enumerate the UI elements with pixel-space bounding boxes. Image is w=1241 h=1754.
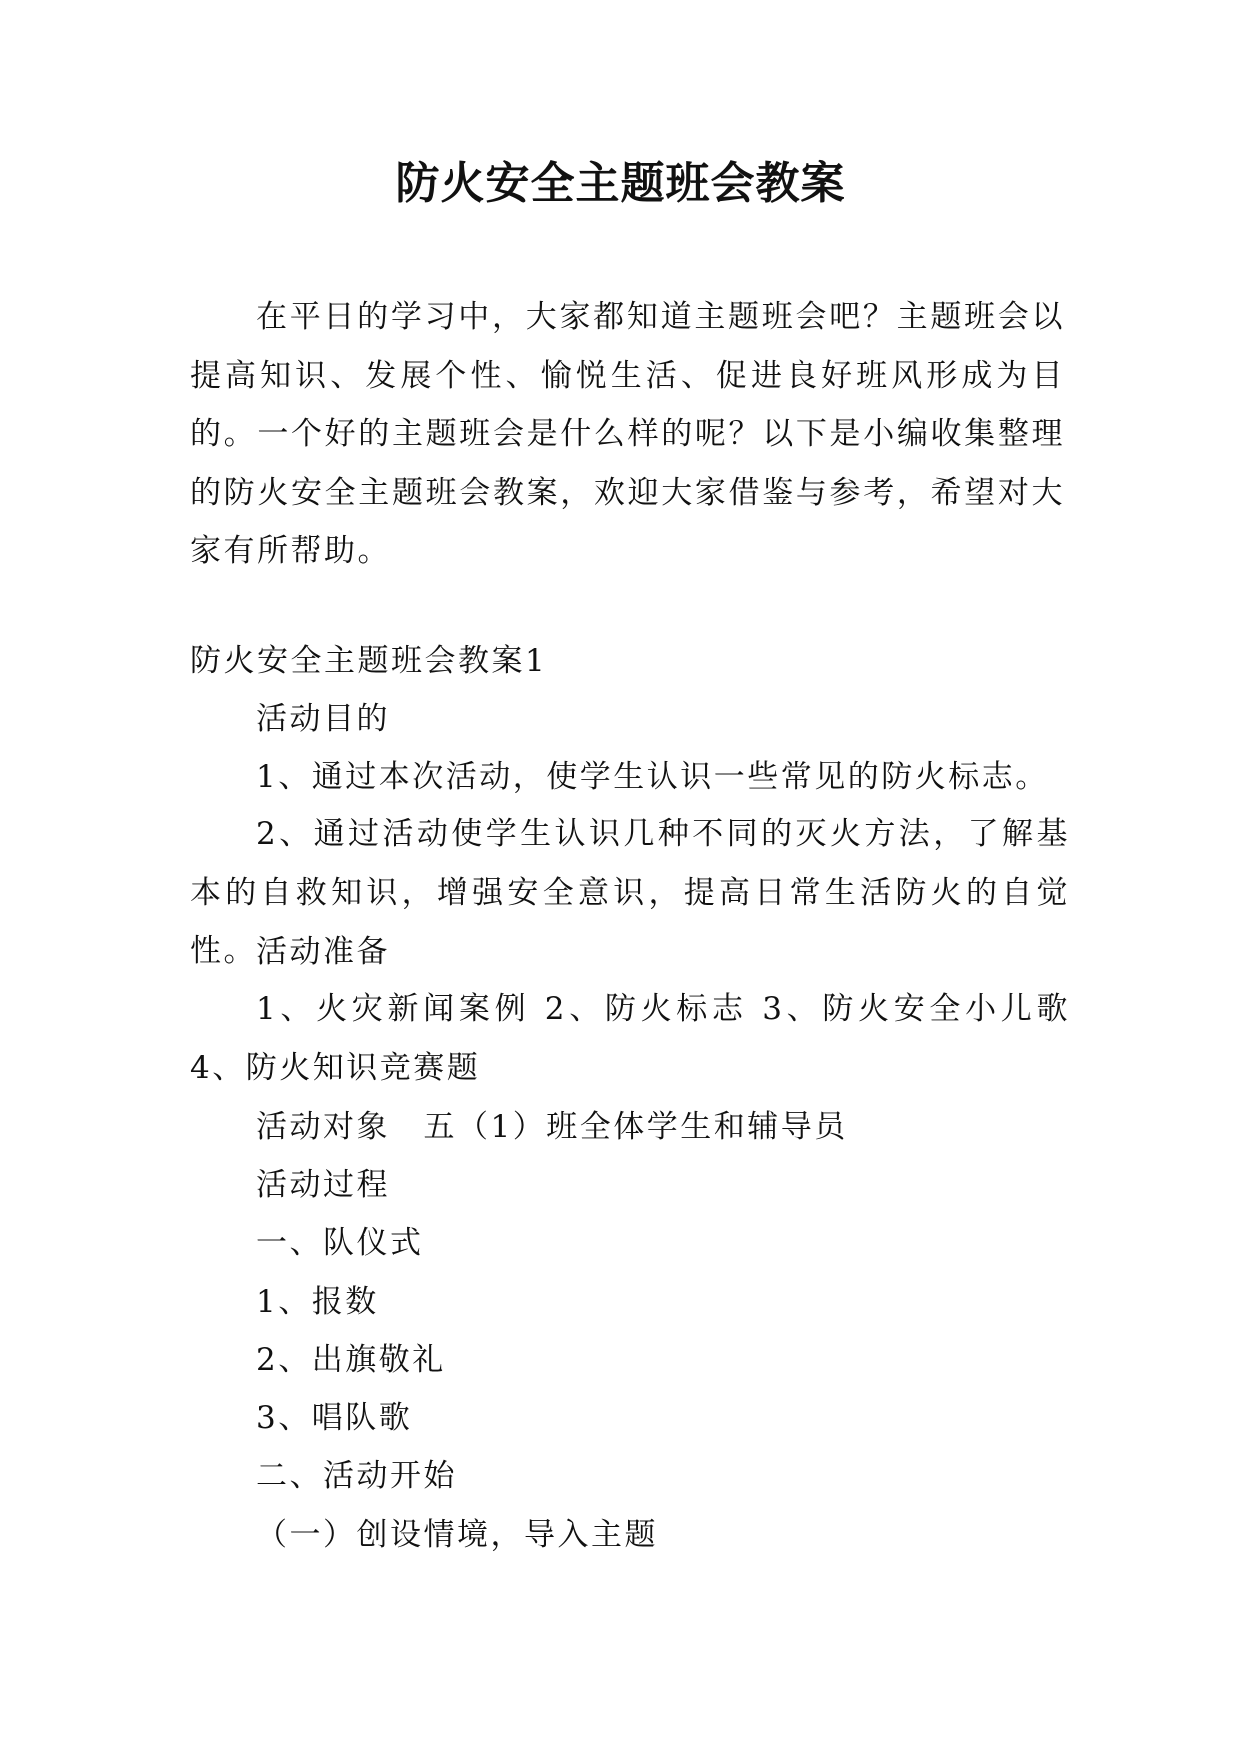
step-1-heading: 一、队仪式 (256, 1225, 424, 1261)
process-heading: 活动过程 (256, 1167, 390, 1203)
step-1-item-2: 2、出旗敬礼 (256, 1342, 446, 1378)
prep-items: 1、火灾新闻案例 2、防火标志 3、防火安全小儿歌 4、防火知识竞赛题 (190, 991, 1070, 1086)
prep-heading: 活动准备 (256, 934, 390, 970)
intro-paragraph: 在平日的学习中，大家都知道主题班会吧？主题班会以提高知识、发展个性、愉悦生活、促进良好班风形成为目的。一个好的主题班会是什么样的呢？以下是小编收集整理的防火安全主题班会教案，欢迎大家借鉴与参考，希望对大家有所帮助。 (190, 299, 1065, 569)
step-2-heading: 二、活动开始 (256, 1458, 457, 1494)
step-1-item-1: 1、报数 (256, 1284, 379, 1320)
goal-heading: 活动目的 (256, 701, 390, 737)
step-1-item-3: 3、唱队歌 (256, 1400, 413, 1436)
goal-item-2: 2、通过活动使学生认识几种不同的灭火方法，了解基本的自救知识，增强安全意识，提高日常生活防火的自觉性。 (190, 816, 1070, 969)
goal-item-1: 1、通过本次活动，使学生认识一些常见的防火标志。 (256, 759, 1049, 795)
document-title: 防火安全主题班会教案 (395, 158, 846, 209)
step-2-item-1: （一）创设情境，导入主题 (256, 1517, 658, 1553)
section-heading: 防火安全主题班会教案1 (190, 643, 548, 679)
activity-target: 活动对象 五（1）班全体学生和辅导员 (256, 1109, 848, 1145)
